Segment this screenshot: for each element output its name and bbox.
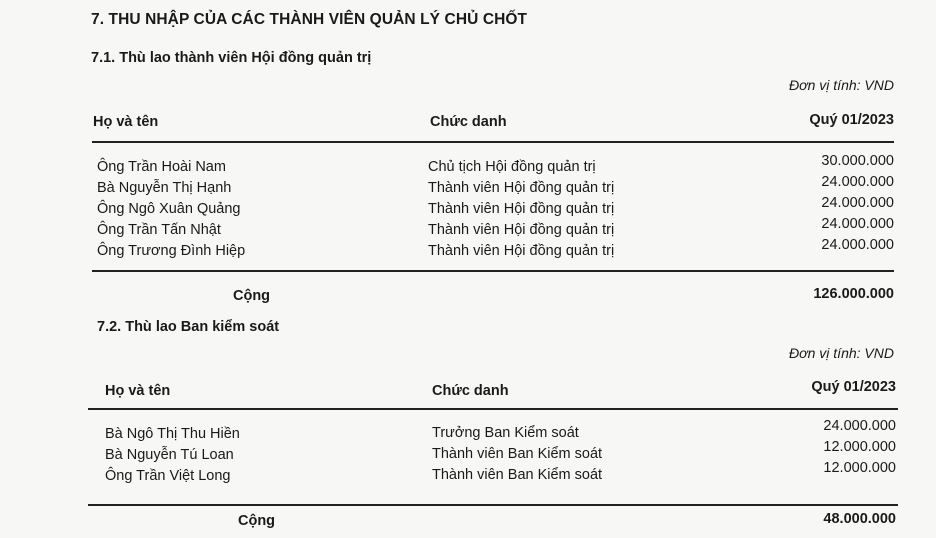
table-row-name: Ông Trương Đình Hiệp bbox=[97, 243, 246, 259]
table-row-position: Thành viên Hội đồng quản trị bbox=[428, 201, 615, 217]
supervisory-amount-column bbox=[823, 416, 896, 479]
supervisory-total-label: Cộng bbox=[238, 513, 276, 529]
supervisory-header-name: Họ và tên bbox=[105, 383, 171, 399]
table-row-name: Bà Nguyễn Tú Loan bbox=[105, 447, 234, 463]
table-row-name: Ông Trần Hoài Nam bbox=[97, 159, 226, 175]
table-row-position: Thành viên Hội đồng quản trị bbox=[428, 180, 615, 196]
table-row-amount: 24.000.000 bbox=[821, 216, 894, 232]
table-row-name: Bà Ngô Thị Thu Hiền bbox=[105, 426, 240, 442]
table-row-position: Chủ tịch Hội đồng quản trị bbox=[428, 159, 596, 175]
table-row-name: Bà Nguyễn Thị Hạnh bbox=[97, 180, 232, 196]
section-title: 7. THU NHẬP CỦA CÁC THÀNH VIÊN QUẢN LÝ CHỦ CHỐT bbox=[91, 11, 528, 28]
board-section-title: 7.1. Thù lao thành viên Hội đồng quản trị bbox=[91, 50, 372, 66]
supervisory-unit-label: Đơn vị tính: VND bbox=[789, 345, 894, 361]
board-total-label: Cộng bbox=[233, 288, 271, 304]
board-header-name: Họ và tên bbox=[93, 114, 159, 130]
board-unit-label: Đơn vị tính: VND bbox=[789, 77, 894, 93]
board-header-position: Chức danh bbox=[430, 114, 507, 130]
table-row-amount: 24.000.000 bbox=[823, 418, 896, 434]
table-row-amount: 12.000.000 bbox=[823, 460, 896, 476]
table-row-amount: 30.000.000 bbox=[821, 153, 894, 169]
supervisory-total-value: 48.000.000 bbox=[823, 511, 896, 527]
board-total-rule bbox=[92, 270, 894, 272]
table-row-position: Thành viên Ban Kiểm soát bbox=[432, 446, 603, 462]
board-header-rule bbox=[92, 141, 894, 143]
supervisory-position-column bbox=[432, 423, 602, 486]
table-row-name: Ông Trần Tấn Nhật bbox=[97, 222, 221, 238]
board-total-value: 126.000.000 bbox=[813, 286, 894, 302]
table-row-name: Ông Ngô Xuân Quảng bbox=[97, 201, 241, 217]
board-amount-column bbox=[821, 151, 894, 256]
table-row-amount: 12.000.000 bbox=[823, 439, 896, 455]
board-header-amount: Quý 01/2023 bbox=[809, 112, 894, 128]
table-row-position: Thành viên Ban Kiểm soát bbox=[432, 467, 603, 483]
supervisory-header-position: Chức danh bbox=[432, 383, 509, 399]
supervisory-header-amount: Quý 01/2023 bbox=[811, 379, 896, 395]
table-row-amount: 24.000.000 bbox=[821, 237, 894, 253]
table-row-position: Thành viên Hội đồng quản trị bbox=[428, 243, 615, 259]
supervisory-section-title: 7.2. Thù lao Ban kiểm soát bbox=[97, 319, 280, 335]
table-row-name: Ông Trần Việt Long bbox=[105, 468, 231, 484]
table-row-position: Thành viên Hội đồng quản trị bbox=[428, 222, 615, 238]
table-row-amount: 24.000.000 bbox=[821, 195, 894, 211]
board-name-column bbox=[97, 157, 245, 262]
supervisory-total-rule bbox=[88, 504, 898, 506]
supervisory-name-column bbox=[105, 424, 240, 487]
board-position-column bbox=[428, 157, 614, 262]
table-row-position: Trưởng Ban Kiểm soát bbox=[432, 425, 579, 441]
table-row-amount: 24.000.000 bbox=[821, 174, 894, 190]
supervisory-header-rule bbox=[88, 408, 898, 410]
